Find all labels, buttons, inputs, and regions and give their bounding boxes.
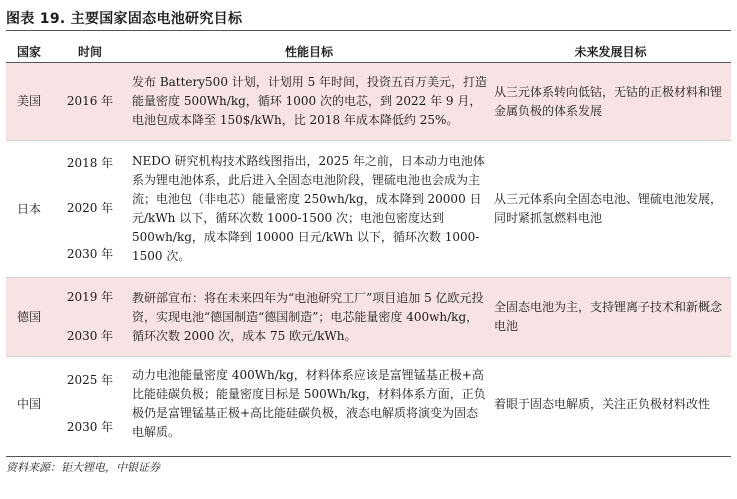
- future-cell: 从三元体系向全固态电池、锂硫电池发展，同时紧抓氢燃料电池: [490, 141, 731, 278]
- figure-title: 图表 19. 主要国家固态电池研究目标: [6, 11, 243, 27]
- country-cell: 美国: [6, 63, 52, 141]
- header-country: 国家: [6, 40, 52, 63]
- table-row: [6, 141, 731, 278]
- table-row: [6, 357, 731, 452]
- country-cell: 日本: [6, 141, 52, 278]
- table-row: [6, 278, 731, 357]
- header-future: 未来发展目标: [490, 40, 731, 63]
- year-cell: 2019 年: [66, 290, 114, 304]
- bottom-rule: [6, 456, 731, 457]
- future-cell: 着眼于固态电解质，关注正负极材料改性: [490, 357, 731, 452]
- header-performance: 性能目标: [128, 40, 490, 63]
- country-cell: 德国: [6, 278, 52, 357]
- future-cell: 全固态电池为主，支持锂离子技术和新概念电池: [490, 278, 731, 357]
- year-cell: 2018 年: [66, 156, 114, 171]
- year-cell: 2020 年: [66, 201, 114, 216]
- performance-cell: NEDO 研究机构技术路线图指出，2025 年之前，日本动力电池体系为锂电池体系，此后进入全固态电池阶段，锂硫电池也会成为主流；电池包（非电芯）能量密度 250wh/kg，成本降到 20000 日元/kWh 以下，循环次数 1000-1500 次；电池包密度达到 500wh/kg，成本降到 10000 日元/kWh 以下，循环次数 1000-1500 次。: [128, 141, 490, 278]
- year-cell: 2030 年: [66, 329, 114, 343]
- year-list: [54, 357, 126, 451]
- header-time: 时间: [52, 40, 128, 63]
- performance-cell: 发布 Battery500 计划，计划用 5 年时间，投资五百万美元，打造能量密度 500Wh/kg，循环 1000 次的电芯，到 2022 年 9 月，电池包成本降至 150$/kWh，比 2018 年成本降低约 25%。: [128, 63, 490, 141]
- top-rule: [6, 30, 731, 31]
- year-cell: 2016 年: [52, 63, 128, 141]
- future-cell: 从三元体系转向低钴，无钴的正极材料和锂金属负极的体系发展: [490, 63, 731, 141]
- year-list: [54, 278, 126, 356]
- year-cell: 2025 年: [66, 373, 114, 387]
- research-targets-table: [6, 40, 731, 451]
- performance-cell: 动力电池能量密度 400Wh/kg，材料体系应该是富锂锰基正极+高比能硅碳负极；能量密度目标是 500Wh/kg，材料体系方面，正负极仍是富锂锰基正极+高比能硅碳负极，液态电解质将演变为固态电解质。: [128, 357, 490, 452]
- year-group: [52, 278, 128, 357]
- country-cell: 中国: [6, 357, 52, 452]
- year-cell: 2030 年: [66, 246, 114, 261]
- performance-cell: 教研部宣布：将在未来四年为“电池研究工厂”项目追加 5 亿欧元投资，实现电池“德国制造“德国制造”；电芯能量密度 400wh/kg，循环次数 2000 次，成本 75 欧元/kWh。: [128, 278, 490, 357]
- table-row: [6, 63, 731, 141]
- year-group: [52, 141, 128, 278]
- source-note: 资料来源：钜大锂电，中银证券: [6, 461, 160, 474]
- year-list: [54, 141, 126, 277]
- year-cell: 2030 年: [66, 420, 114, 434]
- year-group: [52, 357, 128, 452]
